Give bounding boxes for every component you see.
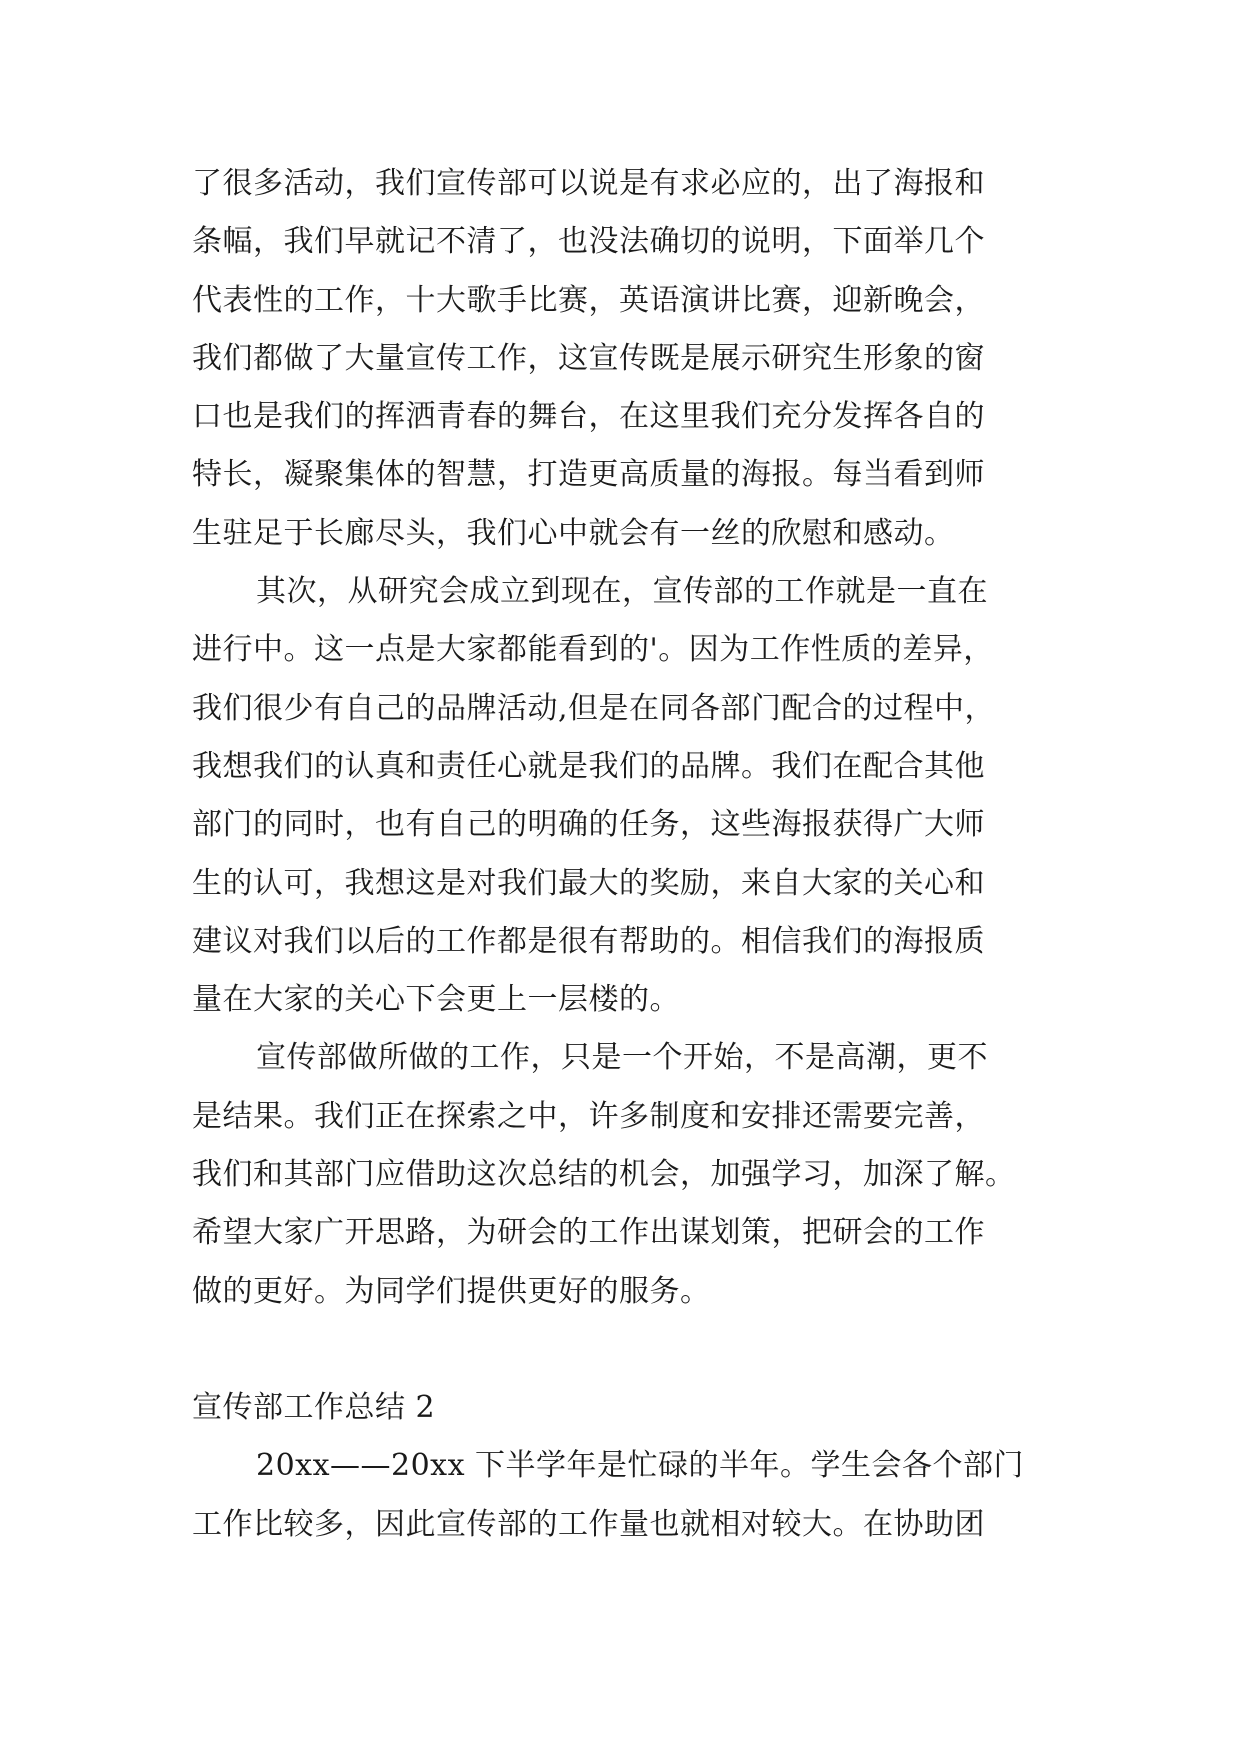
- text-line: 生的认可，我想这是对我们最大的奖励，来自大家的关心和: [192, 865, 985, 901]
- text-line: 我们都做了大量宣传工作，这宣传既是展示研究生形象的窗: [192, 340, 985, 376]
- text-line: 我想我们的认真和责任心就是我们的品牌。我们在配合其他: [192, 748, 985, 784]
- document-body: [192, 155, 1072, 1554]
- text-line: 希望大家广开思路，为研会的工作出谋划策，把研会的工作: [192, 1215, 985, 1251]
- paragraph-start-line: 其次，从研究会成立到现在，宣传部的工作就是一直在: [256, 574, 988, 610]
- text-line: 工作比较多，因此宣传部的工作量也就相对较大。在协助团: [192, 1506, 985, 1542]
- text-line: 做的更好。为同学们提供更好的服务。: [192, 1273, 711, 1309]
- section-gap: [192, 1321, 1072, 1379]
- text-line: 生驻足于长廊尽头，我们心中就会有一丝的欣慰和感动。: [192, 515, 955, 551]
- text-line: 口也是我们的挥洒青春的舞台，在这里我们充分发挥各自的: [192, 399, 985, 435]
- text-line: 进行中。这一点是大家都能看到的'。因为工作性质的差异，: [192, 632, 994, 668]
- text-line: 条幅，我们早就记不清了，也没法确切的说明，下面举几个: [192, 224, 985, 260]
- text-line: 量在大家的关心下会更上一层楼的。: [192, 982, 680, 1018]
- text-line: 是结果。我们正在探索之中，许多制度和安排还需要完善，: [192, 1098, 985, 1134]
- text-line: 部门的同时，也有自己的明确的任务，这些海报获得广大师: [192, 807, 985, 843]
- text-line: 建议对我们以后的工作都是很有帮助的。相信我们的海报质: [192, 923, 985, 959]
- text-line: 代表性的工作，十大歌手比赛，英语演讲比赛，迎新晚会，: [192, 282, 985, 318]
- text-line: 我们和其部门应借助这次总结的机会，加强学习，加深了解。: [192, 1157, 1016, 1193]
- text-line: 特长，凝聚集体的智慧，打造更高质量的海报。每当看到师: [192, 457, 985, 493]
- text-line: 我们很少有自己的品牌活动,但是在同各部门配合的过程中，: [192, 690, 996, 726]
- paragraph-start-line: 20xx——20xx 下半学年是忙碌的半年。学生会各个部门: [256, 1448, 1025, 1484]
- paragraph-start-line: 宣传部做所做的工作，只是一个开始，不是高潮，更不: [256, 1040, 988, 1076]
- section-heading: 宣传部工作总结 2: [192, 1389, 436, 1425]
- text-line: 了很多活动，我们宣传部可以说是有求必应的，出了海报和: [192, 166, 985, 201]
